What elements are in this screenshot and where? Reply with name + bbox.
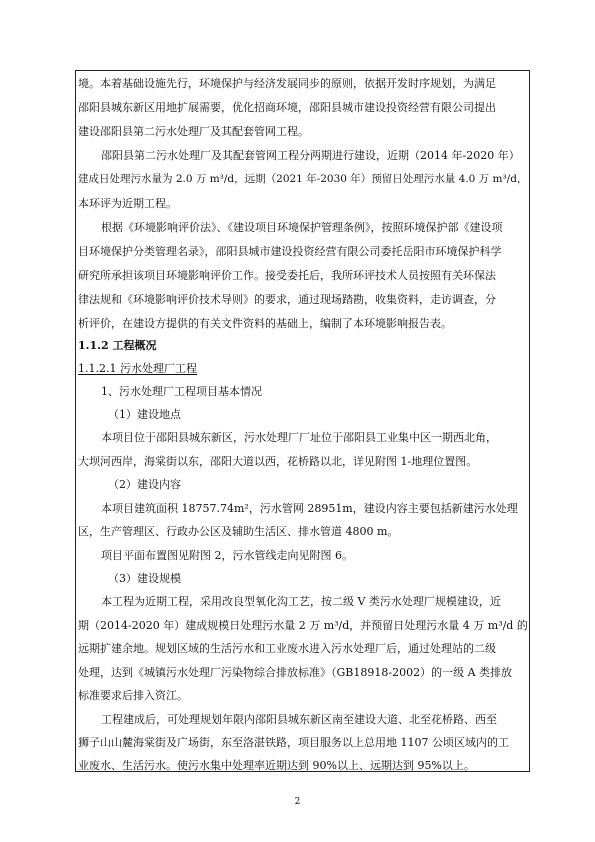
text-line: 狮子山山麓海棠街及广场街，东至洛湛铁路，项目服务以上总用地 1107 公顷区域内的工 bbox=[78, 736, 509, 749]
text-line: 期（2014-2020 年）建成规模日处理污水量 2 万 m³/d，并预留日处理污水量 4 万 m³/d 的 bbox=[78, 619, 528, 632]
text-line: 建成日处理污水量为 2.0 万 m³/d，远期（2021 年-2030 年）预留日处理污水量 4.0 万 m³/d， bbox=[78, 173, 528, 185]
text-line: （2）建设内容 bbox=[108, 478, 181, 491]
text-line: 根据《环境影响评价法》、《建设项目环境保护管理条例》，按照环境保护部《建设项 bbox=[101, 221, 503, 234]
text-line: （3）建设规模 bbox=[108, 572, 181, 585]
text-line: 1、污水处理厂工程项目基本情况 bbox=[101, 385, 262, 398]
text-line: 本工程为近期工程，采用改良型氧化沟工艺，按二级 V 类污水处理厂规模建设，近 bbox=[101, 595, 501, 608]
text-line: 目环境保护分类管理名录》，邵阳县城市建设投资经营有限公司委托岳阳市环境保护科学 bbox=[78, 245, 502, 258]
text-line: （1）建设地点 bbox=[108, 408, 181, 421]
text-line: 远期扩建余地。规划区域的生活污水和工业废水进入污水处理厂后，通过处理站的二级 bbox=[78, 642, 496, 655]
subsection-heading: 1.1.2.1 污水处理厂工程 bbox=[78, 362, 197, 375]
text-line: 工程建成后，可处理规划年限内邵阳县城东新区南至建设大道、北至花桥路、西至 bbox=[101, 713, 497, 726]
text-line: 研究所承担该项目环境影响评价工作。接受委托后，我所环评技术人员按照有关环保法 bbox=[78, 269, 496, 282]
text-line: 项目平面布置图见附图 2，污水管线走向见附图 6。 bbox=[101, 549, 353, 562]
text-line: 标准要求后排入资江。 bbox=[78, 689, 188, 702]
text-line: 大坝河西岸，海棠街以东，邵阳大道以西，花桥路以北，详见附图 1-地理位置图。 bbox=[78, 455, 478, 468]
text-line: 本环评为近期工程。 bbox=[78, 197, 177, 210]
text-line: 业废水、生活污水。使污水集中处理率近期达到 90%以上、远期达到 95%以上。 bbox=[78, 759, 475, 772]
text-line: 析评价，在建设方提供的有关文件资料的基础上，编制了本环境影响报告表。 bbox=[78, 317, 452, 330]
text-line: 邵阳县城东新区用地扩展需要，优化招商环境，邵阳县城市建设投资经营有限公司提出 bbox=[78, 101, 496, 114]
text-line: 境。本着基础设施先行，环境保护与经济发展同步的原则，依据开发时序规划，为满足 bbox=[78, 77, 496, 90]
text-line: 本项目建筑面积 18757.74m²，污水管网 28951m，建设内容主要包括新建污水处理 bbox=[101, 502, 518, 515]
text-line: 律法规和《环境影响评价技术导则》的要求，通过现场踏勘，收集资料，走访调查，分 bbox=[78, 293, 496, 306]
text-line: 建设邵阳县第二污水处理厂及其配套管网工程。 bbox=[78, 125, 309, 138]
text-line: 区，生产管理区、行政办公区及辅助生活区、排水管道 4800 m。 bbox=[78, 525, 399, 538]
page-number: 2 bbox=[294, 797, 301, 807]
text-line: 处理，达到《城镇污水处理厂污染物综合排放标准》（GB18918-2002）的一级 A 类排放 bbox=[78, 666, 513, 679]
text-line: 本项目位于邵阳县城东新区，污水处理厂厂址位于邵阳县工业集中区一期西北角， bbox=[101, 431, 497, 444]
section-heading: 1.1.2 工程概况 bbox=[78, 339, 157, 352]
text-line: 邵阳县第二污水处理厂及其配套管网工程分两期进行建设，近期（2014 年-2020 年） bbox=[101, 149, 520, 162]
